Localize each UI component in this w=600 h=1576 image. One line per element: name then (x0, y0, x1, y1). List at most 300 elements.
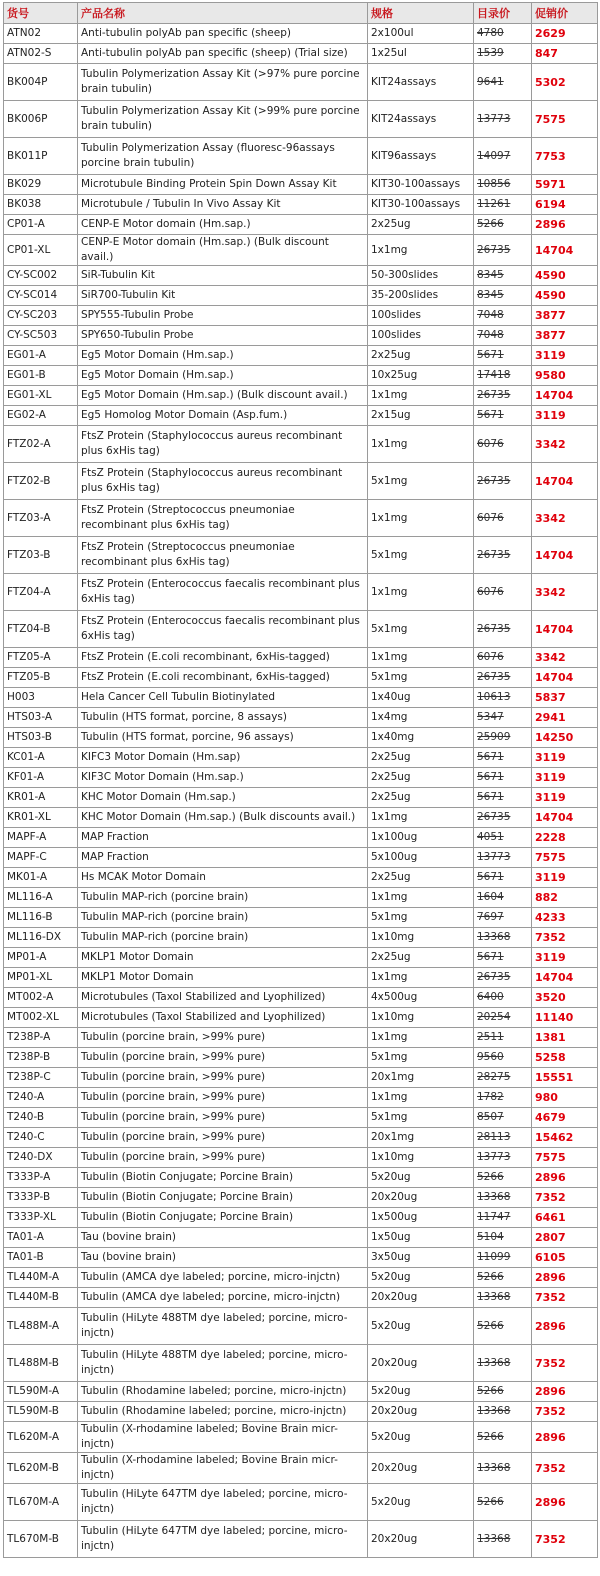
list-price-cell: 5671 (474, 868, 532, 888)
product-name-cell: Tubulin (HTS format, porcine, 96 assays) (78, 728, 368, 748)
table-row (4, 688, 598, 708)
sale-price-cell: 14704 (532, 537, 598, 574)
list-price-cell: 25909 (474, 728, 532, 748)
catalog-no-cell: T240-DX (4, 1148, 78, 1168)
table-row (4, 1228, 598, 1248)
sale-price-cell: 882 (532, 888, 598, 908)
table-row (4, 1521, 598, 1558)
list-price-cell: 5266 (474, 1308, 532, 1345)
catalog-no-cell: T333P-XL (4, 1208, 78, 1228)
header-product-name: 产品名称 (78, 3, 368, 24)
size-cell: 1x10mg (368, 1148, 474, 1168)
sale-price-cell: 847 (532, 44, 598, 64)
size-cell: 1x40mg (368, 728, 474, 748)
sale-price-cell: 7352 (532, 1453, 598, 1484)
size-cell: 5x20ug (368, 1484, 474, 1521)
size-cell: 1x4mg (368, 708, 474, 728)
product-name-cell: Tau (bovine brain) (78, 1228, 368, 1248)
product-name-cell: SiR700-Tubulin Kit (78, 286, 368, 306)
size-cell: 100slides (368, 306, 474, 326)
list-price-cell: 9560 (474, 1048, 532, 1068)
table-row (4, 346, 598, 366)
size-cell: 2x25ug (368, 788, 474, 808)
catalog-no-cell: CY-SC503 (4, 326, 78, 346)
product-name-cell: SPY650-Tubulin Probe (78, 326, 368, 346)
size-cell: 5x20ug (368, 1422, 474, 1453)
table-row (4, 768, 598, 788)
product-name-cell: Tubulin (Biotin Conjugate; Porcine Brain) (78, 1188, 368, 1208)
product-name-cell: MAP Fraction (78, 828, 368, 848)
product-name-cell: FtsZ Protein (Streptococcus pneumoniae recombinant plus 6xHis tag) (78, 500, 368, 537)
sale-price-cell: 3119 (532, 768, 598, 788)
product-name-cell: Tubulin (X-rhodamine labeled; Bovine Brain micr-injctn) (78, 1453, 368, 1484)
product-name-cell: KIF3C Motor Domain (Hm.sap.) (78, 768, 368, 788)
table-row (4, 611, 598, 648)
size-cell: 20x20ug (368, 1288, 474, 1308)
catalog-no-cell: TA01-A (4, 1228, 78, 1248)
list-price-cell: 28113 (474, 1128, 532, 1148)
list-price-cell: 5671 (474, 748, 532, 768)
list-price-cell: 14097 (474, 138, 532, 175)
sale-price-cell: 3119 (532, 406, 598, 426)
catalog-no-cell: TL670M-B (4, 1521, 78, 1558)
sale-price-cell: 7352 (532, 1188, 598, 1208)
list-price-cell: 11747 (474, 1208, 532, 1228)
table-row (4, 1402, 598, 1422)
catalog-no-cell: FTZ03-A (4, 500, 78, 537)
price-list (3, 2, 597, 1558)
size-cell: 1x1mg (368, 386, 474, 406)
product-name-cell: Tubulin (Biotin Conjugate; Porcine Brain) (78, 1208, 368, 1228)
catalog-no-cell: FTZ02-B (4, 463, 78, 500)
list-price-cell: 7048 (474, 326, 532, 346)
table-row (4, 24, 598, 44)
sale-price-cell: 14704 (532, 235, 598, 266)
sale-price-cell: 11140 (532, 1008, 598, 1028)
sale-price-cell: 3342 (532, 500, 598, 537)
list-price-cell: 5266 (474, 1382, 532, 1402)
product-name-cell: CENP-E Motor domain (Hm.sap.) (Bulk discount avail.) (78, 235, 368, 266)
list-price-cell: 5671 (474, 768, 532, 788)
sale-price-cell: 3342 (532, 648, 598, 668)
table-row (4, 1453, 598, 1484)
product-name-cell: Tubulin (porcine brain, >99% pure) (78, 1028, 368, 1048)
sale-price-cell: 7352 (532, 928, 598, 948)
table-row (4, 386, 598, 406)
list-price-cell: 5104 (474, 1228, 532, 1248)
product-name-cell: KHC Motor Domain (Hm.sap.) (78, 788, 368, 808)
table-row (4, 406, 598, 426)
catalog-no-cell: TL590M-A (4, 1382, 78, 1402)
table-row (4, 1484, 598, 1521)
list-price-cell: 28275 (474, 1068, 532, 1088)
table-row (4, 463, 598, 500)
list-price-cell: 6076 (474, 574, 532, 611)
list-price-cell: 5671 (474, 788, 532, 808)
list-price-cell: 1782 (474, 1088, 532, 1108)
catalog-no-cell: TL488M-A (4, 1308, 78, 1345)
table-row (4, 44, 598, 64)
catalog-no-cell: MP01-A (4, 948, 78, 968)
sale-price-cell: 1381 (532, 1028, 598, 1048)
product-name-cell: MAP Fraction (78, 848, 368, 868)
product-name-cell: Tubulin (AMCA dye labeled; porcine, micro-injctn) (78, 1288, 368, 1308)
table-row (4, 1345, 598, 1382)
sale-price-cell: 2228 (532, 828, 598, 848)
sale-price-cell: 14704 (532, 611, 598, 648)
list-price-cell: 26735 (474, 611, 532, 648)
list-price-cell: 13773 (474, 848, 532, 868)
product-name-cell: Tubulin (X-rhodamine labeled; Bovine Brain micr-injctn) (78, 1422, 368, 1453)
table-row (4, 286, 598, 306)
size-cell: 50-300slides (368, 266, 474, 286)
size-cell: 2x25ug (368, 768, 474, 788)
size-cell: 3x50ug (368, 1248, 474, 1268)
table-row (4, 788, 598, 808)
product-name-cell: Tubulin (porcine brain, >99% pure) (78, 1128, 368, 1148)
table-row (4, 366, 598, 386)
table-row (4, 101, 598, 138)
list-price-cell: 10856 (474, 175, 532, 195)
sale-price-cell: 2896 (532, 1382, 598, 1402)
header-list-price: 目录价 (474, 3, 532, 24)
table-row (4, 728, 598, 748)
catalog-no-cell: ML116-A (4, 888, 78, 908)
size-cell: 1x1mg (368, 426, 474, 463)
catalog-no-cell: MK01-A (4, 868, 78, 888)
list-price-cell: 20254 (474, 1008, 532, 1028)
size-cell: 20x20ug (368, 1402, 474, 1422)
list-price-cell: 13368 (474, 1345, 532, 1382)
product-name-cell: FtsZ Protein (E.coli recombinant, 6xHis-tagged) (78, 648, 368, 668)
size-cell: KIT24assays (368, 64, 474, 101)
size-cell: 2x25ug (368, 215, 474, 235)
product-name-cell: FtsZ Protein (Staphylococcus aureus recombinant plus 6xHis tag) (78, 463, 368, 500)
catalog-no-cell: T333P-B (4, 1188, 78, 1208)
size-cell: 2x25ug (368, 346, 474, 366)
product-name-cell: MKLP1 Motor Domain (78, 968, 368, 988)
size-cell: 35-200slides (368, 286, 474, 306)
size-cell: KIT30-100assays (368, 195, 474, 215)
sale-price-cell: 5302 (532, 64, 598, 101)
product-name-cell: Tubulin (porcine brain, >99% pure) (78, 1088, 368, 1108)
catalog-no-cell: FTZ05-B (4, 668, 78, 688)
sale-price-cell: 6105 (532, 1248, 598, 1268)
table-row (4, 266, 598, 286)
sale-price-cell: 14704 (532, 463, 598, 500)
product-name-cell: Tubulin (AMCA dye labeled; porcine, micro-injctn) (78, 1268, 368, 1288)
size-cell: 1x40ug (368, 688, 474, 708)
catalog-no-cell: KF01-A (4, 768, 78, 788)
sale-price-cell: 2941 (532, 708, 598, 728)
sale-price-cell: 4679 (532, 1108, 598, 1128)
table-row (4, 1128, 598, 1148)
size-cell: 1x10mg (368, 928, 474, 948)
product-name-cell: KHC Motor Domain (Hm.sap.) (Bulk discounts avail.) (78, 808, 368, 828)
sale-price-cell: 2896 (532, 1308, 598, 1345)
sale-price-cell: 9580 (532, 366, 598, 386)
sale-price-cell: 3877 (532, 306, 598, 326)
size-cell: 5x20ug (368, 1268, 474, 1288)
product-name-cell: Tubulin MAP-rich (porcine brain) (78, 928, 368, 948)
list-price-cell: 8345 (474, 286, 532, 306)
catalog-no-cell: T240-A (4, 1088, 78, 1108)
size-cell: 1x1mg (368, 648, 474, 668)
sale-price-cell: 3119 (532, 948, 598, 968)
size-cell: 5x20ug (368, 1308, 474, 1345)
product-name-cell: Tubulin (porcine brain, >99% pure) (78, 1148, 368, 1168)
catalog-no-cell: CP01-XL (4, 235, 78, 266)
sale-price-cell: 6461 (532, 1208, 598, 1228)
list-price-cell: 17418 (474, 366, 532, 386)
sale-price-cell: 7753 (532, 138, 598, 175)
sale-price-cell: 2896 (532, 215, 598, 235)
size-cell: 5x1mg (368, 463, 474, 500)
size-cell: 20x20ug (368, 1188, 474, 1208)
list-price-cell: 5671 (474, 346, 532, 366)
catalog-no-cell: H003 (4, 688, 78, 708)
table-body (4, 24, 598, 1558)
sale-price-cell: 3342 (532, 426, 598, 463)
sale-price-cell: 5837 (532, 688, 598, 708)
size-cell: 20x20ug (368, 1453, 474, 1484)
list-price-cell: 7048 (474, 306, 532, 326)
product-name-cell: FtsZ Protein (Enterococcus faecalis recombinant plus 6xHis tag) (78, 574, 368, 611)
table-row (4, 848, 598, 868)
table-row (4, 928, 598, 948)
list-price-cell: 13773 (474, 1148, 532, 1168)
catalog-no-cell: TA01-B (4, 1248, 78, 1268)
table-row (4, 828, 598, 848)
catalog-no-cell: T238P-B (4, 1048, 78, 1068)
list-price-cell: 6400 (474, 988, 532, 1008)
product-name-cell: Tubulin Polymerization Assay Kit (>97% pure porcine brain tubulin) (78, 64, 368, 101)
product-name-cell: MKLP1 Motor Domain (78, 948, 368, 968)
product-name-cell: Tau (bovine brain) (78, 1248, 368, 1268)
catalog-no-cell: BK004P (4, 64, 78, 101)
list-price-cell: 9641 (474, 64, 532, 101)
table-row (4, 808, 598, 828)
sale-price-cell: 2896 (532, 1268, 598, 1288)
table-row (4, 1422, 598, 1453)
catalog-no-cell: BK029 (4, 175, 78, 195)
size-cell: 2x25ug (368, 948, 474, 968)
size-cell: 2x25ug (368, 868, 474, 888)
catalog-no-cell: MT002-A (4, 988, 78, 1008)
size-cell: 5x1mg (368, 1048, 474, 1068)
table-row (4, 1168, 598, 1188)
table-row (4, 326, 598, 346)
sale-price-cell: 4590 (532, 266, 598, 286)
product-name-cell: Microtubules (Taxol Stabilized and Lyophilized) (78, 1008, 368, 1028)
catalog-no-cell: CY-SC203 (4, 306, 78, 326)
size-cell: 1x500ug (368, 1208, 474, 1228)
table-row (4, 648, 598, 668)
table-row (4, 908, 598, 928)
list-price-cell: 13368 (474, 1402, 532, 1422)
catalog-no-cell: TL488M-B (4, 1345, 78, 1382)
size-cell: 1x1mg (368, 574, 474, 611)
product-name-cell: Microtubule / Tubulin In Vivo Assay Kit (78, 195, 368, 215)
size-cell: 5x1mg (368, 1108, 474, 1128)
product-name-cell: FtsZ Protein (Staphylococcus aureus recombinant plus 6xHis tag) (78, 426, 368, 463)
sale-price-cell: 2896 (532, 1484, 598, 1521)
sale-price-cell: 3119 (532, 748, 598, 768)
catalog-no-cell: BK038 (4, 195, 78, 215)
product-name-cell: Anti-tubulin polyAb pan specific (sheep) (78, 24, 368, 44)
table-row (4, 1068, 598, 1088)
list-price-cell: 26735 (474, 668, 532, 688)
sale-price-cell: 7352 (532, 1345, 598, 1382)
size-cell: 20x20ug (368, 1521, 474, 1558)
catalog-no-cell: KC01-A (4, 748, 78, 768)
catalog-no-cell: ML116-B (4, 908, 78, 928)
product-name-cell: Tubulin (porcine brain, >99% pure) (78, 1108, 368, 1128)
product-name-cell: Eg5 Motor Domain (Hm.sap.) (78, 346, 368, 366)
list-price-cell: 4051 (474, 828, 532, 848)
catalog-no-cell: CP01-A (4, 215, 78, 235)
list-price-cell: 5266 (474, 215, 532, 235)
table-row (4, 988, 598, 1008)
table-row (4, 1208, 598, 1228)
size-cell: 5x20ug (368, 1168, 474, 1188)
table-row (4, 537, 598, 574)
product-name-cell: Tubulin Polymerization Assay Kit (>99% pure porcine brain tubulin) (78, 101, 368, 138)
list-price-cell: 26735 (474, 968, 532, 988)
product-name-cell: Eg5 Motor Domain (Hm.sap.) (78, 366, 368, 386)
catalog-no-cell: BK011P (4, 138, 78, 175)
catalog-no-cell: MAPF-A (4, 828, 78, 848)
catalog-no-cell: TL620M-A (4, 1422, 78, 1453)
product-name-cell: FtsZ Protein (E.coli recombinant, 6xHis-tagged) (78, 668, 368, 688)
sale-price-cell: 15551 (532, 1068, 598, 1088)
list-price-cell: 6076 (474, 648, 532, 668)
table-row (4, 1288, 598, 1308)
catalog-no-cell: ATN02-S (4, 44, 78, 64)
header-size: 规格 (368, 3, 474, 24)
table-row (4, 500, 598, 537)
header-sale-price: 促销价 (532, 3, 598, 24)
list-price-cell: 26735 (474, 808, 532, 828)
size-cell: 5x1mg (368, 537, 474, 574)
table-row (4, 708, 598, 728)
product-name-cell: Tubulin (Biotin Conjugate; Porcine Brain) (78, 1168, 368, 1188)
catalog-no-cell: TL440M-A (4, 1268, 78, 1288)
size-cell: 1x50ug (368, 1228, 474, 1248)
table-row (4, 868, 598, 888)
sale-price-cell: 14704 (532, 668, 598, 688)
sale-price-cell: 6194 (532, 195, 598, 215)
size-cell: 1x1mg (368, 968, 474, 988)
sale-price-cell: 3119 (532, 788, 598, 808)
sale-price-cell: 2807 (532, 1228, 598, 1248)
catalog-no-cell: T238P-A (4, 1028, 78, 1048)
sale-price-cell: 14250 (532, 728, 598, 748)
product-name-cell: Tubulin (HiLyte 488TM dye labeled; porcine, micro-injctn) (78, 1345, 368, 1382)
product-name-cell: Tubulin (Rhodamine labeled; porcine, micro-injctn) (78, 1382, 368, 1402)
catalog-no-cell: MP01-XL (4, 968, 78, 988)
catalog-no-cell: BK006P (4, 101, 78, 138)
sale-price-cell: 7575 (532, 1148, 598, 1168)
product-name-cell: Microtubule Binding Protein Spin Down Assay Kit (78, 175, 368, 195)
list-price-cell: 10613 (474, 688, 532, 708)
size-cell: KIT96assays (368, 138, 474, 175)
table-row (4, 1382, 598, 1402)
sale-price-cell: 4233 (532, 908, 598, 928)
catalog-no-cell: EG01-XL (4, 386, 78, 406)
list-price-cell: 5347 (474, 708, 532, 728)
product-name-cell: CENP-E Motor domain (Hm.sap.) (78, 215, 368, 235)
list-price-cell: 7697 (474, 908, 532, 928)
sale-price-cell: 5258 (532, 1048, 598, 1068)
catalog-no-cell: FTZ05-A (4, 648, 78, 668)
product-name-cell: Eg5 Motor Domain (Hm.sap.) (Bulk discount avail.) (78, 386, 368, 406)
catalog-no-cell: TL440M-B (4, 1288, 78, 1308)
product-name-cell: Hela Cancer Cell Tubulin Biotinylated (78, 688, 368, 708)
table-header-row (4, 3, 598, 24)
product-name-cell: Eg5 Homolog Motor Domain (Asp.fum.) (78, 406, 368, 426)
table-row (4, 668, 598, 688)
sale-price-cell: 14704 (532, 808, 598, 828)
product-name-cell: Tubulin (Rhodamine labeled; porcine, micro-injctn) (78, 1402, 368, 1422)
sale-price-cell: 14704 (532, 386, 598, 406)
sale-price-cell: 7575 (532, 101, 598, 138)
sale-price-cell: 7352 (532, 1402, 598, 1422)
size-cell: 1x100ug (368, 828, 474, 848)
table-row (4, 888, 598, 908)
size-cell: 20x1mg (368, 1068, 474, 1088)
list-price-cell: 6076 (474, 426, 532, 463)
product-name-cell: Tubulin MAP-rich (porcine brain) (78, 888, 368, 908)
list-price-cell: 13368 (474, 1453, 532, 1484)
list-price-cell: 8345 (474, 266, 532, 286)
table-row (4, 1308, 598, 1345)
product-name-cell: FtsZ Protein (Enterococcus faecalis recombinant plus 6xHis tag) (78, 611, 368, 648)
product-name-cell: Microtubules (Taxol Stabilized and Lyophilized) (78, 988, 368, 1008)
list-price-cell: 13368 (474, 1188, 532, 1208)
catalog-no-cell: FTZ03-B (4, 537, 78, 574)
sale-price-cell: 15462 (532, 1128, 598, 1148)
list-price-cell: 5266 (474, 1422, 532, 1453)
list-price-cell: 11099 (474, 1248, 532, 1268)
catalog-no-cell: ML116-DX (4, 928, 78, 948)
catalog-no-cell: T238P-C (4, 1068, 78, 1088)
sale-price-cell: 7575 (532, 848, 598, 868)
size-cell: 1x25ul (368, 44, 474, 64)
list-price-cell: 1539 (474, 44, 532, 64)
catalog-no-cell: KR01-A (4, 788, 78, 808)
size-cell: 20x20ug (368, 1345, 474, 1382)
list-price-cell: 5266 (474, 1268, 532, 1288)
catalog-no-cell: FTZ04-A (4, 574, 78, 611)
sale-price-cell: 7352 (532, 1288, 598, 1308)
table-row (4, 64, 598, 101)
table-row (4, 1188, 598, 1208)
size-cell: 10x25ug (368, 366, 474, 386)
sale-price-cell: 3342 (532, 574, 598, 611)
size-cell: 2x15ug (368, 406, 474, 426)
table-row (4, 235, 598, 266)
product-name-cell: Hs MCAK Motor Domain (78, 868, 368, 888)
catalog-no-cell: MAPF-C (4, 848, 78, 868)
size-cell: 2x25ug (368, 748, 474, 768)
catalog-no-cell: TL620M-B (4, 1453, 78, 1484)
table-row (4, 1088, 598, 1108)
size-cell: 1x1mg (368, 1088, 474, 1108)
list-price-cell: 5671 (474, 948, 532, 968)
product-name-cell: SiR-Tubulin Kit (78, 266, 368, 286)
size-cell: KIT30-100assays (368, 175, 474, 195)
